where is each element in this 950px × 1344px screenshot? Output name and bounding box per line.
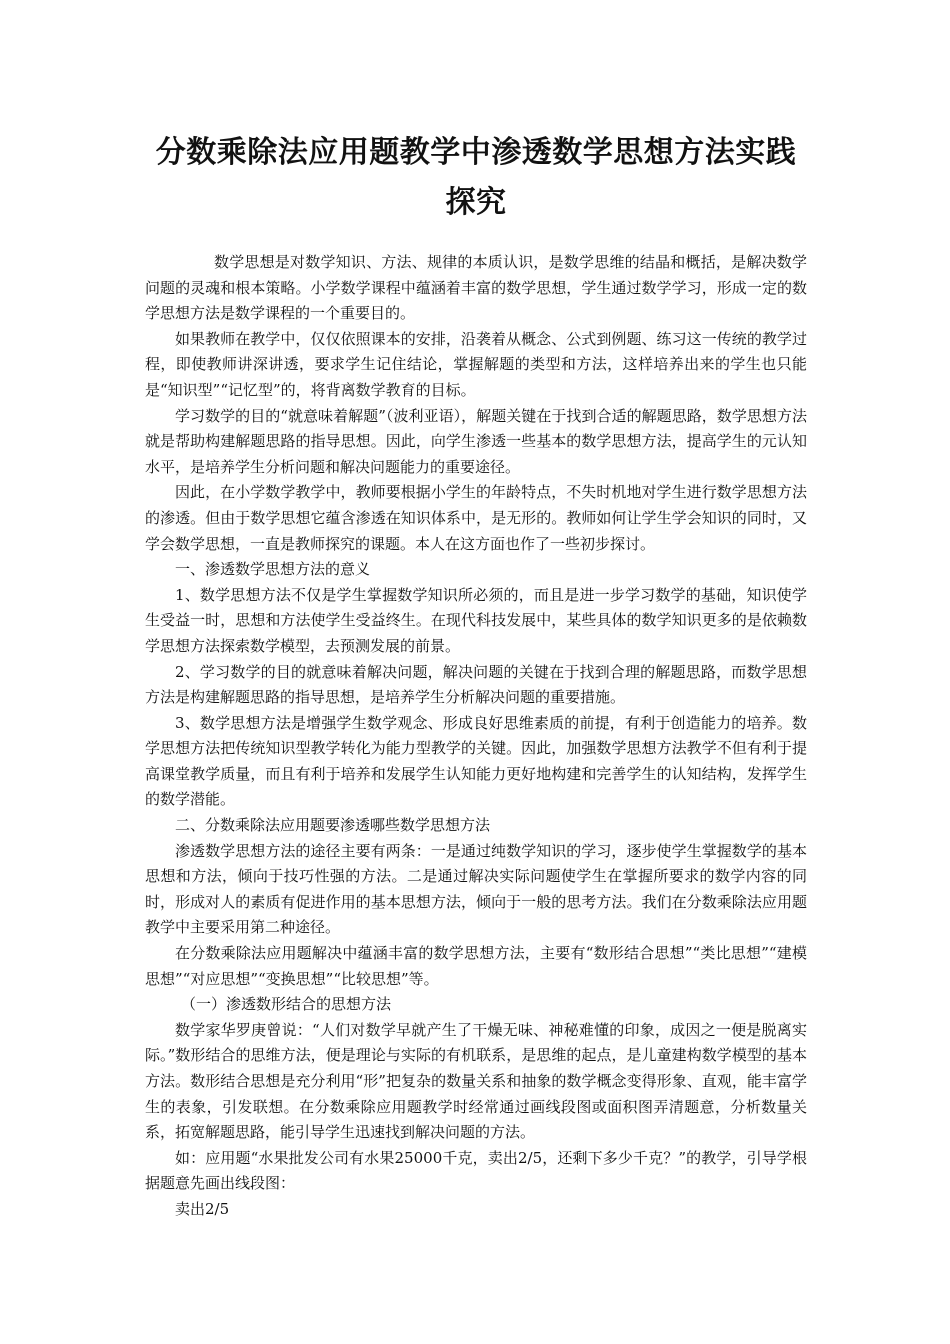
paragraph-number-shape: 数学家华罗庚曾说：“人们对数学早就产生了干燥无味、神秘难懂的印象，成因之一便是脱离实际。”数形结合的思维方法，便是理论与实际的有机联系，是思维的起点，是儿童建构数学模型的基本方法。数形结合思想是充分利用“形”把复杂的数量关系和抽象的数学概念变得形象、直观，能丰富学生的表象，引发联想。在分数乘除应用题教学时经常通过画线段图或面积图弄清题意，分析数量关系，拓宽解题思路，能引导学生迅速找到解决问题的方法。 xyxy=(145,1020,807,1142)
paragraph-point-1: 1、数学思想方法不仅是学生掌握数学知识所必须的，而且是进一步学习数学的基础，知识使学生受益一时，思想和方法使学生受益终生。在现代科技发展中，某些具体的数学知识更多的是依赖数学思想方法探索数学模型，去预测发展的前景。 xyxy=(145,585,807,655)
section-heading-1: 一、渗透数学思想方法的意义 xyxy=(175,560,371,579)
document-page xyxy=(145,128,807,1223)
paragraph-point-2: 2、学习数学的目的就意味着解决问题，解决问题的关键在于找到合理的解题思路，而数学思想方法是构建解题思路的指导思想，是培养学生分析解决问题的重要措施。 xyxy=(145,662,807,707)
section-heading-2: 二、分数乘除法应用题要渗透哪些数学思想方法 xyxy=(175,816,491,835)
paragraph-intro-3: 学习数学的目的“就意味着解题”（波利亚语），解题关键在于找到合适的解题思路，数学思想方法就是帮助构建解题思路的指导思想。因此，向学生渗透一些基本的数学思想方法，提高学生的元认知水平，是培养学生分析问题和解决问题能力的重要途径。 xyxy=(145,406,807,476)
paragraph-intro-2: 如果教师在教学中，仅仅依照课本的安排，沿袭着从概念、公式到例题、练习这一传统的教学过程，即使教师讲深讲透，要求学生记住结论，掌握解题的类型和方法，这样培养出来的学生也只能是“知识型”“记忆型”的，将背离数学教育的目标。 xyxy=(145,329,807,399)
document-title: 分数乘除法应用题教学中渗透数学思想方法实践探究 xyxy=(155,135,797,220)
paragraph-example: 如：应用题“水果批发公司有水果25000千克，卖出2/5，还剩下多少千克？”的教学，引导学根据题意先画出线段图： xyxy=(145,1148,807,1193)
paragraph-thoughts-list: 在分数乘除法应用题解决中蕴涵丰富的数学思想方法，主要有“数形结合思想”“类比思想”“建模思想”“对应思想”“变换思想”“比较思想”等。 xyxy=(145,944,807,988)
subsection-heading-1: （一）渗透数形结合的思想方法 xyxy=(181,995,392,1014)
paragraph-point-3: 3、数学思想方法是增强学生数学观念、形成良好思维素质的前提，有利于创造能力的培养。数学思想方法把传统知识型教学转化为能力型教学的关键。因此，加强数学思想方法教学不但有利于提高课堂教学质量，而且有利于培养和发展学生认知能力更好地构建和完善学生的认知结构，发挥学生的数学潜能。 xyxy=(145,713,807,809)
paragraph-diagram-label: 卖出2/5 xyxy=(175,1199,230,1218)
paragraph-intro-1: 数学思想是对数学知识、方法、规律的本质认识，是数学思维的结晶和概括，是解决数学问题的灵魂和根本策略。小学数学课程中蕴涵着丰富的数学思想，学生通过数学学习，形成一定的数学思想方法是数学课程的一个重要目的。 xyxy=(145,253,807,323)
paragraph-approaches: 渗透数学思想方法的途径主要有两条：一是通过纯数学知识的学习，逐步使学生掌握数学的基本思想和方法，倾向于技巧性强的方法。二是通过解决实际问题使学生在掌握所要求的数学内容的同时，形成对人的素质有促进作用的基本思想方法，倾向于一般的思考方法。我们在分数乘除法应用题教学中主要采用第二种途径。 xyxy=(145,841,807,937)
paragraph-intro-4: 因此，在小学数学教学中，教师要根据小学生的年龄特点，不失时机地对学生进行数学思想方法的渗透。但由于数学思想它蕴含渗透在知识体系中，是无形的。教师如何让学生学会知识的同时，又学会数学思想，一直是教师探究的课题。本人在这方面也作了一些初步探讨。 xyxy=(145,483,807,553)
